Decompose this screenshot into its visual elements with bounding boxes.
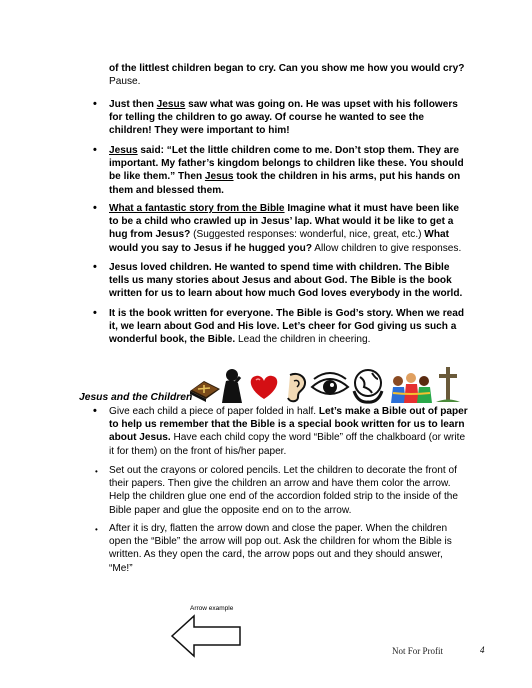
left-arrow-icon — [170, 614, 242, 658]
bullet-marker: • — [93, 307, 97, 319]
text-line: “Me!” — [109, 562, 133, 574]
bullet-paragraph — [109, 522, 489, 575]
text-line: it for them) on the front of his/her paper. — [109, 445, 287, 457]
arrow-caption: Arrow example — [190, 605, 234, 612]
bullet-paragraph — [109, 98, 489, 138]
child-praying-icon — [222, 369, 242, 403]
bullet-marker: • — [95, 467, 98, 476]
text-line: for telling the children to go away. Of course he wanted to see the — [109, 112, 425, 124]
text-line: them and blessed them. — [109, 184, 224, 196]
text-line: It is the book written for everyone. The Bible is God’s story. When we read — [109, 308, 465, 319]
text-line: open the “Bible” the arrow will pop out. Ask the children for whom the Bible is — [109, 536, 452, 548]
bullet-paragraph — [109, 202, 489, 255]
text-line: to help us remember that the Bible is a special book written for us to learn — [109, 419, 465, 431]
text-line: hug from Jesus? (Suggested responses: wonderful, nice, great, etc.) What — [109, 229, 449, 241]
bullet-marker: • — [93, 98, 97, 110]
footer-text: Not For Profit — [392, 646, 444, 656]
text-line: to be a child who crawled up in Jesus’ lap. What would it be like to get a — [109, 216, 454, 228]
eye-icon — [312, 373, 348, 394]
text-line: Help the children glue one end of the accordion folded strip to the inside of the — [109, 491, 459, 503]
bullet-marker: • — [93, 405, 97, 417]
text-line: Jesus said: “Let the little children come to me. Don’t stop them. They are — [109, 145, 459, 156]
text-line: Just then Jesus saw what was going on. He was upset with his followers — [109, 99, 458, 110]
bullet-marker: • — [93, 202, 97, 214]
text-line: written for us to learn about how much God loves everybody in the world. — [109, 288, 463, 300]
text-line: children! They were important to him! — [109, 125, 290, 137]
page-number: 4 — [480, 645, 485, 655]
children-group-icon — [391, 373, 432, 403]
text-line: Bible paper and glue the opposite end on to the arrow. — [109, 504, 352, 516]
bullet-paragraph — [109, 144, 489, 197]
text-line: their papers. Then give the children an arrow and have them color the arrow. — [109, 478, 451, 490]
heart-icon — [251, 376, 278, 399]
ear-icon — [288, 374, 305, 401]
text-line: it, we learn about God and His love. Let’s cheer for God giving us such a — [109, 321, 457, 333]
text-line: Jesus loved children. He wanted to spend time with children. The Bible — [109, 262, 450, 273]
bullet-paragraph — [109, 307, 489, 347]
bullet-marker: • — [93, 261, 97, 273]
continuation-paragraph — [109, 62, 489, 88]
bullet-paragraph — [109, 405, 489, 458]
bullet-paragraph — [109, 261, 489, 301]
text-line: Pause. — [109, 76, 141, 88]
text-line: important. My father’s kingdom belongs to children like these. You should — [109, 158, 464, 170]
cross-icon — [436, 367, 460, 402]
bullet-marker: • — [93, 144, 97, 156]
text-line: After it is dry, flatten the arrow down and close the paper. When the children — [109, 523, 448, 534]
globe-hands-icon — [354, 370, 382, 402]
bullet-paragraph — [109, 464, 489, 517]
text-line: tells us many stories about Jesus and about God. The Bible is the book — [109, 275, 452, 287]
text-line: written. As they open the card, the arrow pops out and they should answer, — [109, 549, 443, 561]
text-line: wonderful book, the Bible. Lead the children in cheering. — [109, 334, 371, 346]
text-line: Set out the crayons or colored pencils. Let the children to decorate the front of — [109, 465, 457, 476]
text-line: Give each child a piece of paper folded in half. Let’s make a Bible out of paper — [109, 406, 468, 417]
text-line: about Jesus. Have each child copy the word “Bible” off the chalkboard (or write — [109, 432, 466, 444]
text-line: of the littlest children began to cry. Can you show me how you would cry? — [109, 63, 465, 74]
section-heading: Jesus and the Children — [79, 392, 193, 403]
text-line: be like them.” Then Jesus took the children in his arms, put his hands on — [109, 171, 461, 183]
clipart-row — [188, 365, 478, 405]
bullet-marker: • — [95, 525, 98, 534]
bible-icon — [190, 381, 220, 402]
text-line: would you say to Jesus if he hugged you? Allow children to give responses. — [109, 242, 462, 254]
text-line: What a fantastic story from the Bible Imagine what it must have been like — [109, 203, 459, 214]
